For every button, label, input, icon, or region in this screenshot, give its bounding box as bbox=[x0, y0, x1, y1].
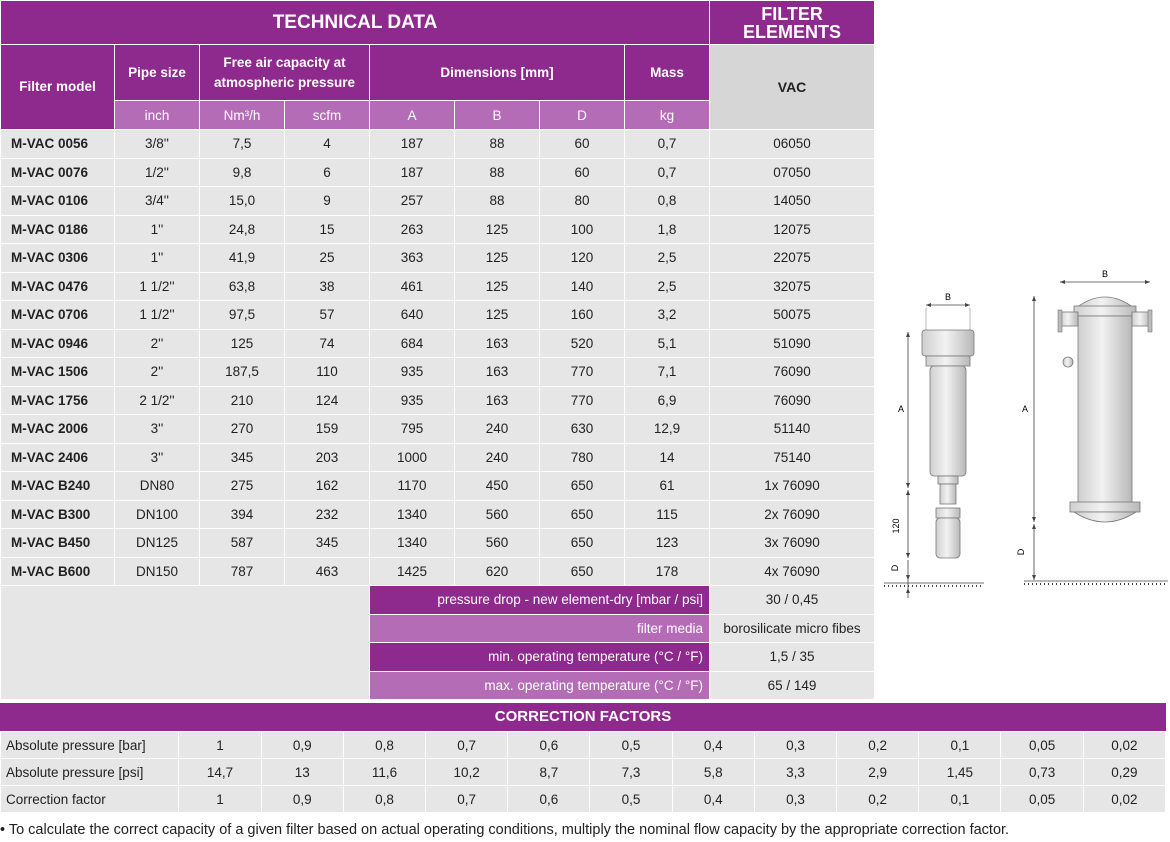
col-mass: Mass bbox=[625, 45, 710, 101]
correction-row bbox=[1, 786, 1166, 813]
data-cell: 394 bbox=[200, 500, 285, 529]
filter-element-cell: 3x 76090 bbox=[710, 529, 875, 558]
data-cell: DN80 bbox=[115, 472, 200, 501]
model-cell: M-VAC B600 bbox=[1, 557, 115, 586]
unit-cell: Nm³/h bbox=[200, 101, 285, 130]
unit-cell: kg bbox=[625, 101, 710, 130]
correction-value: 0,8 bbox=[343, 786, 425, 813]
model-cell: M-VAC 1506 bbox=[1, 358, 115, 387]
data-cell: 110 bbox=[285, 358, 370, 387]
correction-value: 1,45 bbox=[919, 759, 1001, 786]
capacity-note: • To calculate the correct capacity of a given filter based on actual operating conditions, multiply the nominal flow capacity by the appropriate correction factor. bbox=[0, 822, 1010, 838]
data-cell: 4 bbox=[285, 130, 370, 159]
unit-cell: A bbox=[370, 101, 455, 130]
table-row bbox=[1, 272, 875, 301]
data-cell: 125 bbox=[455, 244, 540, 273]
large-label-b: B bbox=[1101, 269, 1109, 279]
correction-value: 2,9 bbox=[837, 759, 919, 786]
data-cell: 3/8'' bbox=[115, 130, 200, 159]
data-cell: 124 bbox=[285, 386, 370, 415]
data-cell: 3'' bbox=[115, 443, 200, 472]
data-cell: 2'' bbox=[115, 358, 200, 387]
unit-cell: D bbox=[540, 101, 625, 130]
data-cell: 1 1/2'' bbox=[115, 272, 200, 301]
filter-elements-line2: ELEMENTS bbox=[743, 21, 842, 42]
small-label-b: B bbox=[944, 292, 952, 302]
property-label: min. operating temperature (°C / °F) bbox=[370, 643, 710, 672]
data-cell: 125 bbox=[455, 272, 540, 301]
data-cell: 684 bbox=[370, 329, 455, 358]
col-pipe-size: Pipe size bbox=[115, 45, 200, 101]
table-row bbox=[1, 301, 875, 330]
data-cell: 14 bbox=[625, 443, 710, 472]
data-cell: 9 bbox=[285, 187, 370, 216]
data-cell: 240 bbox=[455, 443, 540, 472]
data-cell: 12,9 bbox=[625, 415, 710, 444]
correction-label: Correction factor bbox=[1, 786, 179, 813]
correction-value: 0,4 bbox=[672, 732, 754, 759]
data-cell: 6 bbox=[285, 158, 370, 187]
correction-value: 7,3 bbox=[590, 759, 672, 786]
small-label-120: 120 bbox=[891, 518, 901, 534]
data-cell: 41,9 bbox=[200, 244, 285, 273]
correction-value: 8,7 bbox=[508, 759, 590, 786]
correction-value: 0,7 bbox=[426, 786, 508, 813]
data-cell: 163 bbox=[455, 329, 540, 358]
model-cell: M-VAC 1756 bbox=[1, 386, 115, 415]
table-row bbox=[1, 158, 875, 187]
filter-element-cell: 51090 bbox=[710, 329, 875, 358]
data-cell: 461 bbox=[370, 272, 455, 301]
free-air-line2: atmospheric pressure bbox=[213, 74, 356, 90]
data-cell: 795 bbox=[370, 415, 455, 444]
data-cell: 15 bbox=[285, 215, 370, 244]
correction-value: 0,4 bbox=[672, 786, 754, 813]
correction-value: 5,8 bbox=[672, 759, 754, 786]
data-cell: 125 bbox=[455, 215, 540, 244]
data-cell: 787 bbox=[200, 557, 285, 586]
data-cell: 163 bbox=[455, 358, 540, 387]
data-cell: 640 bbox=[370, 301, 455, 330]
correction-value: 0,8 bbox=[343, 732, 425, 759]
table-row bbox=[1, 244, 875, 273]
data-cell: 57 bbox=[285, 301, 370, 330]
data-cell: 650 bbox=[540, 500, 625, 529]
data-cell: 160 bbox=[540, 301, 625, 330]
small-label-a: A bbox=[897, 404, 905, 414]
correction-value: 0,3 bbox=[754, 732, 836, 759]
table-row bbox=[1, 329, 875, 358]
data-cell: 187,5 bbox=[200, 358, 285, 387]
col-dimensions: Dimensions [mm] bbox=[370, 45, 625, 101]
data-cell: 15,0 bbox=[200, 187, 285, 216]
data-cell: 780 bbox=[540, 443, 625, 472]
correction-value: 0,73 bbox=[1001, 759, 1083, 786]
correction-value: 13 bbox=[261, 759, 343, 786]
data-cell: 7,5 bbox=[200, 130, 285, 159]
data-cell: 163 bbox=[455, 386, 540, 415]
data-cell: 2,5 bbox=[625, 272, 710, 301]
small-label-d: D bbox=[890, 564, 900, 572]
data-cell: 25 bbox=[285, 244, 370, 273]
correction-value: 0,9 bbox=[261, 786, 343, 813]
large-filter-drawing bbox=[1016, 269, 1168, 584]
correction-value: 11,6 bbox=[343, 759, 425, 786]
blank-area bbox=[1, 586, 370, 700]
correction-value: 14,7 bbox=[179, 759, 261, 786]
data-cell: 363 bbox=[370, 244, 455, 273]
correction-value: 0,29 bbox=[1083, 759, 1165, 786]
data-cell: 88 bbox=[455, 158, 540, 187]
data-cell: 80 bbox=[540, 187, 625, 216]
model-cell: M-VAC B300 bbox=[1, 500, 115, 529]
data-cell: 140 bbox=[540, 272, 625, 301]
data-cell: 587 bbox=[200, 529, 285, 558]
data-cell: 1425 bbox=[370, 557, 455, 586]
table-row bbox=[1, 472, 875, 501]
filter-dimension-drawing bbox=[874, 250, 1170, 630]
property-value: 30 / 0,45 bbox=[710, 586, 875, 615]
data-cell: 345 bbox=[285, 529, 370, 558]
model-cell: M-VAC 0186 bbox=[1, 215, 115, 244]
property-value: 65 / 149 bbox=[710, 671, 875, 700]
correction-label: Absolute pressure [bar] bbox=[1, 732, 179, 759]
technical-data-title: TECHNICAL DATA bbox=[1, 1, 710, 45]
unit-cell: inch bbox=[115, 101, 200, 130]
data-cell: 3'' bbox=[115, 415, 200, 444]
correction-value: 0,7 bbox=[426, 732, 508, 759]
data-cell: 257 bbox=[370, 187, 455, 216]
data-cell: 125 bbox=[455, 301, 540, 330]
model-cell: M-VAC 0306 bbox=[1, 244, 115, 273]
model-cell: M-VAC 0106 bbox=[1, 187, 115, 216]
property-value: borosilicate micro fibes bbox=[710, 614, 875, 643]
data-cell: 240 bbox=[455, 415, 540, 444]
unit-cell: scfm bbox=[285, 101, 370, 130]
data-cell: 60 bbox=[540, 130, 625, 159]
filter-element-cell: 4x 76090 bbox=[710, 557, 875, 586]
data-cell: 203 bbox=[285, 443, 370, 472]
table-row bbox=[1, 443, 875, 472]
table-row bbox=[1, 557, 875, 586]
data-cell: 345 bbox=[200, 443, 285, 472]
free-air-line1: Free air capacity at bbox=[223, 54, 346, 70]
data-cell: 178 bbox=[625, 557, 710, 586]
table-row bbox=[1, 130, 875, 159]
data-cell: 650 bbox=[540, 472, 625, 501]
data-cell: 24,8 bbox=[200, 215, 285, 244]
model-cell: M-VAC 0946 bbox=[1, 329, 115, 358]
data-cell: 2,5 bbox=[625, 244, 710, 273]
data-cell: 97,5 bbox=[200, 301, 285, 330]
filter-element-cell: 07050 bbox=[710, 158, 875, 187]
correction-value: 10,2 bbox=[426, 759, 508, 786]
data-cell: 61 bbox=[625, 472, 710, 501]
data-cell: 520 bbox=[540, 329, 625, 358]
correction-value: 1 bbox=[179, 732, 261, 759]
property-label: pressure drop - new element-dry [mbar / psi] bbox=[370, 586, 710, 615]
table-row bbox=[1, 386, 875, 415]
correction-value: 0,05 bbox=[1001, 786, 1083, 813]
filter-element-cell: 2x 76090 bbox=[710, 500, 875, 529]
model-cell: M-VAC 0476 bbox=[1, 272, 115, 301]
col-vac: VAC bbox=[710, 45, 875, 130]
data-cell: 1'' bbox=[115, 244, 200, 273]
data-cell: 123 bbox=[625, 529, 710, 558]
data-cell: 560 bbox=[455, 500, 540, 529]
data-cell: 1 1/2'' bbox=[115, 301, 200, 330]
property-value: 1,5 / 35 bbox=[710, 643, 875, 672]
data-cell: 6,9 bbox=[625, 386, 710, 415]
data-cell: 1,8 bbox=[625, 215, 710, 244]
data-cell: 560 bbox=[455, 529, 540, 558]
large-label-d: D bbox=[1016, 548, 1026, 556]
correction-value: 0,02 bbox=[1083, 786, 1165, 813]
small-filter-drawing bbox=[884, 292, 984, 598]
model-cell: M-VAC 0076 bbox=[1, 158, 115, 187]
table-row bbox=[1, 529, 875, 558]
property-row bbox=[1, 586, 875, 615]
data-cell: 1'' bbox=[115, 215, 200, 244]
data-cell: 3/4'' bbox=[115, 187, 200, 216]
data-cell: DN150 bbox=[115, 557, 200, 586]
correction-value: 0,2 bbox=[837, 732, 919, 759]
data-cell: 125 bbox=[200, 329, 285, 358]
data-cell: 0,7 bbox=[625, 130, 710, 159]
data-cell: 1170 bbox=[370, 472, 455, 501]
correction-value: 0,1 bbox=[919, 786, 1001, 813]
data-cell: 450 bbox=[455, 472, 540, 501]
data-cell: 0,8 bbox=[625, 187, 710, 216]
data-cell: 187 bbox=[370, 130, 455, 159]
table-row bbox=[1, 215, 875, 244]
correction-value: 0,5 bbox=[590, 732, 672, 759]
unit-cell: B bbox=[455, 101, 540, 130]
data-cell: 630 bbox=[540, 415, 625, 444]
data-cell: 159 bbox=[285, 415, 370, 444]
correction-label: Absolute pressure [psi] bbox=[1, 759, 179, 786]
filter-element-cell: 22075 bbox=[710, 244, 875, 273]
correction-value: 0,2 bbox=[837, 786, 919, 813]
filter-element-cell: 50075 bbox=[710, 301, 875, 330]
filter-elements-line1: FILTER bbox=[761, 3, 823, 24]
data-cell: 115 bbox=[625, 500, 710, 529]
col-free-air-capacity bbox=[200, 45, 370, 101]
correction-value: 0,05 bbox=[1001, 732, 1083, 759]
data-cell: 162 bbox=[285, 472, 370, 501]
data-cell: 650 bbox=[540, 557, 625, 586]
data-cell: 1000 bbox=[370, 443, 455, 472]
data-cell: 463 bbox=[285, 557, 370, 586]
filter-elements-title bbox=[710, 1, 875, 45]
data-cell: 2'' bbox=[115, 329, 200, 358]
data-cell: 1340 bbox=[370, 500, 455, 529]
data-cell: 0,7 bbox=[625, 158, 710, 187]
data-cell: 935 bbox=[370, 386, 455, 415]
correction-value: 0,3 bbox=[754, 786, 836, 813]
data-cell: 3,2 bbox=[625, 301, 710, 330]
model-cell: M-VAC B450 bbox=[1, 529, 115, 558]
data-cell: 7,1 bbox=[625, 358, 710, 387]
col-filter-model: Filter model bbox=[1, 45, 115, 130]
filter-element-cell: 1x 76090 bbox=[710, 472, 875, 501]
correction-factors-title: CORRECTION FACTORS bbox=[0, 703, 1166, 731]
data-cell: 120 bbox=[540, 244, 625, 273]
data-cell: 650 bbox=[540, 529, 625, 558]
data-cell: 88 bbox=[455, 187, 540, 216]
data-cell: 232 bbox=[285, 500, 370, 529]
filter-element-cell: 12075 bbox=[710, 215, 875, 244]
data-cell: DN125 bbox=[115, 529, 200, 558]
filter-element-cell: 75140 bbox=[710, 443, 875, 472]
correction-value: 0,5 bbox=[590, 786, 672, 813]
correction-value: 0,02 bbox=[1083, 732, 1165, 759]
correction-value: 0,6 bbox=[508, 732, 590, 759]
model-cell: M-VAC B240 bbox=[1, 472, 115, 501]
correction-value: 0,1 bbox=[919, 732, 1001, 759]
correction-factors-table bbox=[0, 731, 1166, 813]
filter-element-cell: 51140 bbox=[710, 415, 875, 444]
filter-element-cell: 14050 bbox=[710, 187, 875, 216]
data-cell: DN100 bbox=[115, 500, 200, 529]
correction-value: 1 bbox=[179, 786, 261, 813]
data-cell: 9,8 bbox=[200, 158, 285, 187]
correction-row bbox=[1, 732, 1166, 759]
data-cell: 1340 bbox=[370, 529, 455, 558]
data-cell: 88 bbox=[455, 130, 540, 159]
data-cell: 38 bbox=[285, 272, 370, 301]
model-cell: M-VAC 0706 bbox=[1, 301, 115, 330]
data-cell: 210 bbox=[200, 386, 285, 415]
data-cell: 100 bbox=[540, 215, 625, 244]
table-row bbox=[1, 500, 875, 529]
data-cell: 74 bbox=[285, 329, 370, 358]
table-row bbox=[1, 358, 875, 387]
model-cell: M-VAC 2406 bbox=[1, 443, 115, 472]
filter-element-cell: 06050 bbox=[710, 130, 875, 159]
correction-value: 0,6 bbox=[508, 786, 590, 813]
data-cell: 5,1 bbox=[625, 329, 710, 358]
table-row bbox=[1, 415, 875, 444]
data-cell: 770 bbox=[540, 386, 625, 415]
data-cell: 263 bbox=[370, 215, 455, 244]
filter-element-cell: 76090 bbox=[710, 386, 875, 415]
correction-value: 0,9 bbox=[261, 732, 343, 759]
correction-value: 3,3 bbox=[754, 759, 836, 786]
data-cell: 275 bbox=[200, 472, 285, 501]
property-label: filter media bbox=[370, 614, 710, 643]
data-cell: 63,8 bbox=[200, 272, 285, 301]
model-cell: M-VAC 2006 bbox=[1, 415, 115, 444]
data-cell: 935 bbox=[370, 358, 455, 387]
filter-element-cell: 76090 bbox=[710, 358, 875, 387]
data-cell: 1/2'' bbox=[115, 158, 200, 187]
data-cell: 187 bbox=[370, 158, 455, 187]
data-cell: 2 1/2'' bbox=[115, 386, 200, 415]
correction-row bbox=[1, 759, 1166, 786]
table-row bbox=[1, 187, 875, 216]
data-cell: 770 bbox=[540, 358, 625, 387]
data-cell: 620 bbox=[455, 557, 540, 586]
data-cell: 60 bbox=[540, 158, 625, 187]
filter-element-cell: 32075 bbox=[710, 272, 875, 301]
property-label: max. operating temperature (°C / °F) bbox=[370, 671, 710, 700]
data-cell: 270 bbox=[200, 415, 285, 444]
model-cell: M-VAC 0056 bbox=[1, 130, 115, 159]
large-label-a: A bbox=[1021, 404, 1029, 414]
